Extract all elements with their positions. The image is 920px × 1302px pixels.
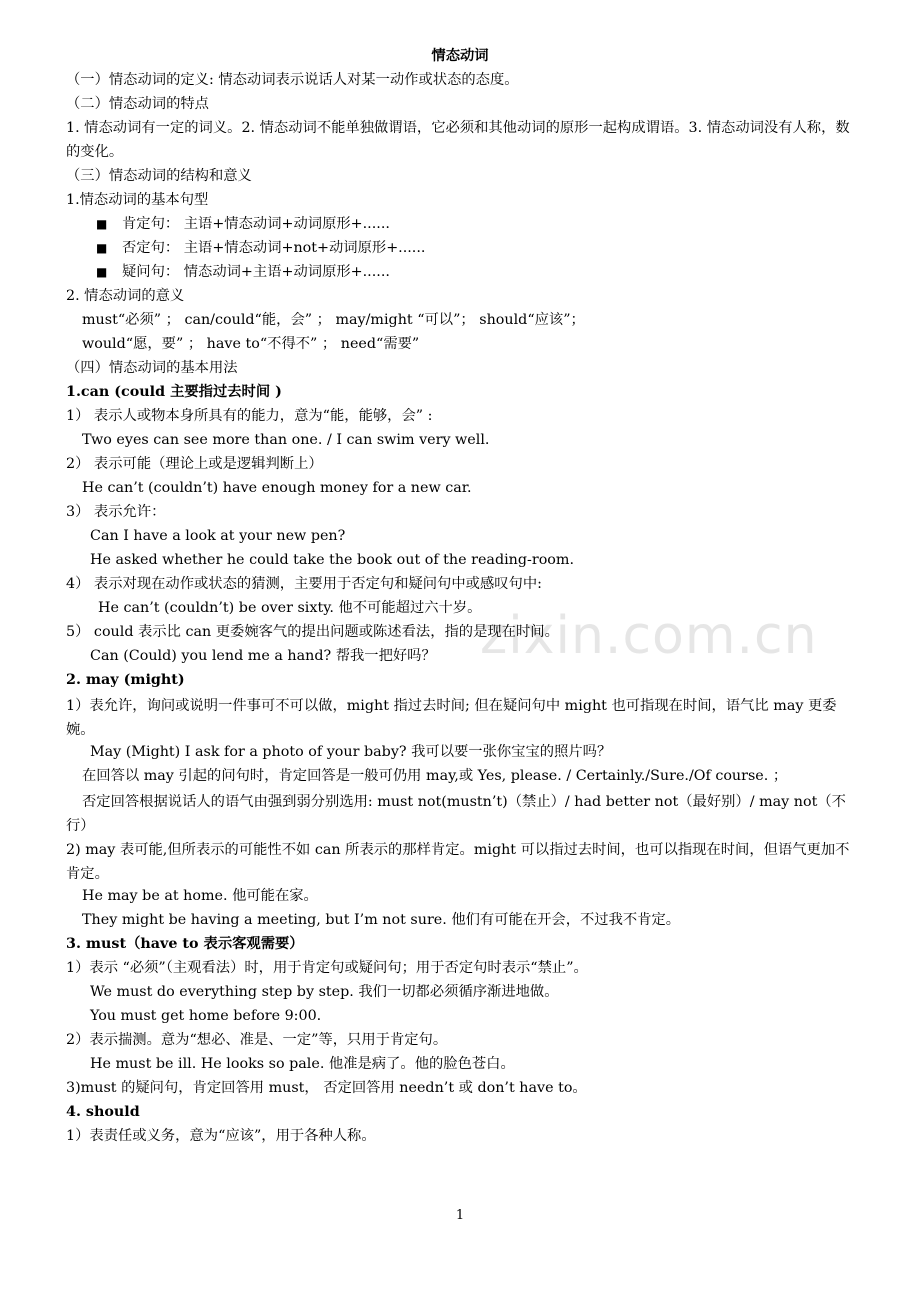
example-line: He asked whether he could take the book out of the reading-room. [90,552,575,568]
text-line: （二）情态动词的特点 [66,96,209,112]
text-line: （四）情态动词的基本用法 [66,360,238,376]
text-line: 1.情态动词的基本句型 [66,192,209,208]
text-paragraph: 1）表允许，询问或说明一件事可不可以做，might 指过去时间; 但在疑问句中 might 也可指现在时间，语气比 may 更委婉。 [66,698,837,738]
text-paragraph: 否定回答根据说话人的语气由强到弱分别选用: must not(mustn’t)（禁止）/ had better not（最好别）/ may not（不行） [66,794,846,834]
example-line: We must do everything step by step. 我们一切都必须循序渐进地做。 [90,984,559,1000]
text-line: （三）情态动词的结构和意义 [66,168,252,184]
text-line: 疑问句： 情态动词+主语+动词原形+...... [122,264,390,280]
text-line: would“愿，要” ； have to“不得不” ； need“需要” [82,336,420,352]
example-line: Can (Could) you lend me a hand? 帮我一把好吗？ [90,648,436,664]
text-line: 2. 情态动词的意义 [66,288,185,304]
text-line: 1）表责任或义务，意为“应该”，用于各种人称。 [66,1128,376,1144]
text-paragraph: 1. 情态动词有一定的词义。2. 情态动词不能单独做谓语，它必须和其他动词的原形一起构成谓语。3. 情态动词没有人称，数的变化。 [66,120,850,160]
text-line: 2） 表示可能（理论上或是逻辑判断上） [66,456,323,472]
square-bullet-icon: ■ [96,265,108,279]
text-line: 1） 表示人或物本身所具有的能力，意为“能，能够，会” : [66,408,433,424]
text-line: 否定句： 主语+情态动词+not+动词原形+...... [122,240,426,256]
square-bullet-icon: ■ [96,217,108,231]
text-line: 5） could 表示比 can 更委婉客气的提出问题或陈述看法，指的是现在时间。 [66,624,559,640]
example-line: He may be at home. 他可能在家。 [82,888,318,904]
example-line: Two eyes can see more than one. / I can swim very well. [82,432,490,448]
text-line: 2）表示揣测。意为“想必、准是、一定”等，只用于肯定句。 [66,1032,448,1048]
page-title: 情态动词 [431,48,489,64]
page-number: 1 [455,1208,465,1223]
section-heading: 1.can (could 主要指过去时间 ) [66,384,282,400]
watermark: zixin.com.cn [480,606,818,666]
example-line: Can I have a look at your new pen? [90,528,346,544]
text-line: （一）情态动词的定义: 情态动词表示说话人对某一动作或状态的态度。 [66,72,519,88]
text-line: 4） 表示对现在动作或状态的猜测，主要用于否定句和疑问句中或感叹句中: [66,576,542,592]
text-line: 3)must 的疑问句，肯定回答用 must， 否定回答用 needn’t 或 don’t have to。 [66,1080,587,1096]
section-heading: 4. should [66,1104,140,1120]
section-heading: 2. may (might) [66,672,185,688]
example-line: He must be ill. He looks so pale. 他准是病了。他的脸色苍白。 [90,1056,515,1072]
text-paragraph: 2) may 表可能,但所表示的可能性不如 can 所表示的那样肯定。might 可以指过去时间，也可以指现在时间，但语气更加不肯定。 [66,842,850,882]
example-line: He can’t (couldn’t) have enough money for a new car. [82,480,472,496]
example-line: They might be having a meeting, but I’m not sure. 他们有可能在开会，不过我不肯定。 [82,912,681,928]
example-line: You must get home before 9:00. [90,1008,322,1024]
text-line: 肯定句： 主语+情态动词+动词原形+...... [122,216,390,232]
square-bullet-icon: ■ [96,241,108,255]
section-heading: 3. must（have to 表示客观需要） [66,936,304,952]
text-line: must“必须” ； can/could“能，会” ； may/might “可以”； should“应该”； [82,312,585,328]
example-line: May (Might) I ask for a photo of your baby? 我可以要一张你宝宝的照片吗？ [90,744,612,760]
text-line: 3） 表示允许： [66,504,166,520]
text-line: 在回答以 may 引起的问句时，肯定回答是一般可仍用 may,或 Yes, please. / Certainly./Sure./Of course. ； [82,768,788,784]
text-line: 1）表示 “必须”（主观看法）时，用于肯定句或疑问句；用于否定句时表示“禁止”。 [66,960,588,976]
example-line: He can’t (couldn’t) be over sixty. 他不可能超过六十岁。 [98,600,482,616]
